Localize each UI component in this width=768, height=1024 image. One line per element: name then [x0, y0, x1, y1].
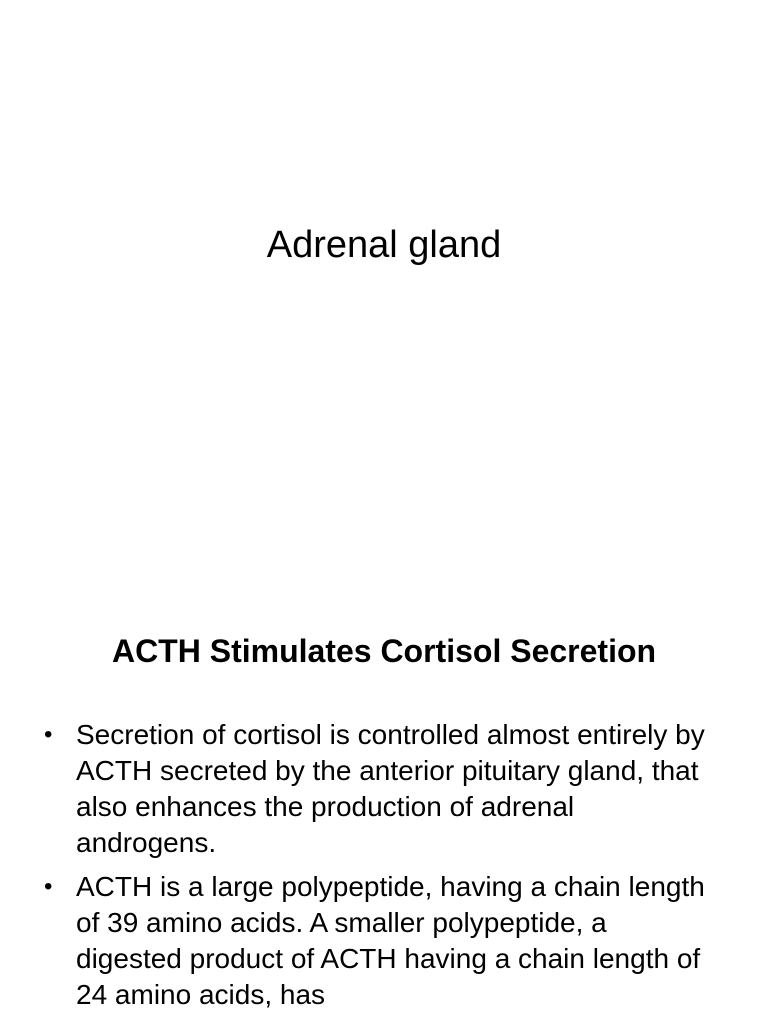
bullet-text: ACTH is a large polypeptide, having a chain length of 39 amino acids. A smaller polypeptide, a digested product of ACTH having a chain length of 24 amino acids, has [76, 871, 705, 1010]
slide-2 [0, 576, 768, 1024]
slide-heading: ACTH Stimulates Cortisol Secretion [111, 633, 657, 669]
bullet-list [0, 717, 768, 1021]
bullet-text: Secretion of cortisol is controlled almost entirely by ACTH secreted by the anterior pituitary gland, that also enhances the production of adrenal androgens. [76, 719, 705, 858]
bullet-item [0, 869, 768, 1013]
bullet-icon: • [44, 721, 53, 748]
bullet-icon: • [44, 873, 53, 900]
slide-title: Adrenal gland [266, 224, 502, 266]
bullet-item [0, 717, 768, 861]
